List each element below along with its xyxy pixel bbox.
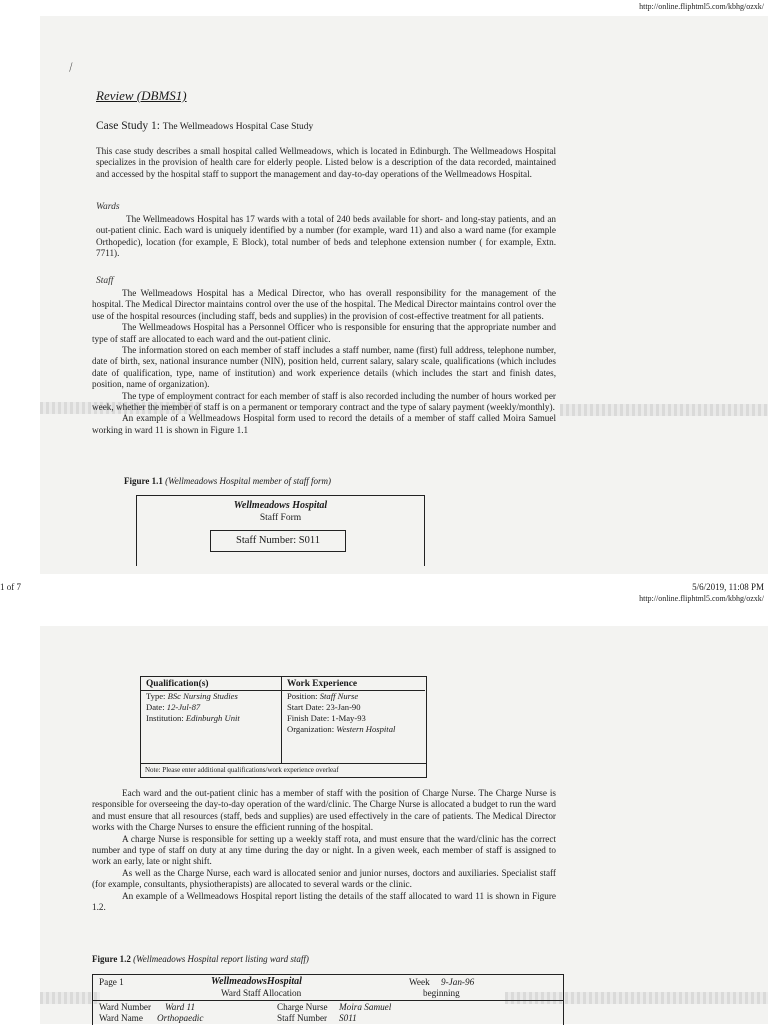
staff-number: S011 <box>339 1013 357 1023</box>
staff-paragraphs: The Wellmeadows Hospital has a Medical Director, who has overall responsibility for the management of the hospital. The Medical Director maintains control over the use of the hospital. The Medical Director maintains control over the use of the hospital resources (including staff, beds and supplies) in the provision of cost-effective treatment for all patients. The Wellmeadows Hospital has a Personnel Officer who is responsible for ensuring that the appropriate number and type of staff are allocated to each ward and the out-patient clinic. The information stored on each member of staff includes a staff number, name (first) full address, telephone number, date of birth, sex, national insurance number (NIN), position held, current salary, salary scale, qualifications (which includes date of qualification, type, name of institution) and work experience details (which includes the start and finish dates, position, name of organization). The type of employment contract for each member of staff is also recorded including the number of hours worked per week, whether the member of staff is on a permanent or temporary contract and the type of salary payment (weekly/monthly). An example of a Wellmeadows Hospital form used to record the details of a member of staff called Moira Samuel working in ward 11 is shown in Figure 1.1 <box>92 288 556 435</box>
scan-artifact <box>40 992 100 1004</box>
review-title: Review (DBMS1) <box>96 88 187 103</box>
figure-2-caption: Figure 1.2 (Wellmeadows Hospital report listing ward staff) <box>92 954 309 964</box>
staff-heading: Staff <box>96 276 114 286</box>
page-count: 1 of 7 <box>0 582 21 592</box>
ward-number: Ward 11 <box>165 1002 196 1012</box>
pen-mark: ⁄ <box>67 60 75 74</box>
figure-1-caption: Figure 1.1 (Wellmeadows Hospital member of staff form) <box>124 476 332 486</box>
table-note: Note: Please enter additional qualifications/work experience overleaf <box>141 763 426 776</box>
ward-staff-report: Page 1 WellmeadowsHospital Ward Staff Allocation Week 9-Jan-96 beginning Ward Number Ward 11 Ward Name Orthopaedic Charge Nurse Moira Samuel Staff Number S011 <box>92 974 564 1025</box>
form-name: Staff Form <box>259 513 302 523</box>
page-url-2: http://online.fliphtml5.com/kbhg/ozxk/ <box>639 594 764 603</box>
ward-name: Orthopaedic <box>157 1013 204 1023</box>
report-week: 9-Jan-96 <box>441 977 475 987</box>
staff-number-box: Staff Number: S011 <box>210 530 346 552</box>
wards-paragraph: The Wellmeadows Hospital has 17 wards with a total of 240 beds available for short- and long-stay patients, and an out-patient clinic. Each ward is uniquely identified by a number (for example, ward 11) and also a ward name (for example Orthopedic), location (for example, E Block), total number of beds and telephone extension number ( for example, Extn. 7711). <box>96 214 556 259</box>
report-hospital: WellmeadowsHospital <box>211 976 302 987</box>
work-experience-column: Work Experience Position: Staff Nurse Start Date: 23-Jan-90 Finish Date: 1-May-93 Organization: Western Hospital <box>282 677 425 763</box>
scan-artifact <box>560 404 768 416</box>
report-title: Ward Staff Allocation <box>221 988 302 998</box>
intro-paragraph: This case study describes a small hospital called Wellmeadows, which is located in Edinburgh. The Wellmeadows Hospital specializes in the provision of health care for elderly people. Listed below is a description of the data recorded, maintained and accessed by the hospital staff to support the management and day-to-day operations of the Wellmeadows Hospital. <box>96 146 556 179</box>
page-url: http://online.fliphtml5.com/kbhg/ozxk/ <box>639 2 764 11</box>
form-hospital-name: Wellmeadows Hospital <box>233 500 328 511</box>
qualification-work-table <box>140 676 427 778</box>
wards-heading: Wards <box>96 202 120 212</box>
staff-form <box>136 495 425 566</box>
print-datetime: 5/6/2019, 11:08 PM <box>692 582 764 592</box>
charge-nurse: Moira Samuel <box>339 1002 392 1012</box>
report-page: Page 1 <box>99 977 124 987</box>
page2-paragraphs: Each ward and the out-patient clinic has a member of staff with the position of Charge Nurse. The Charge Nurse is responsible for overseeing the day-to-day operation of the ward/clinic. The Charge Nurse is allocated a budget to run the ward and must ensure that all resources (staff, beds and supplies) are used effectively in the care of patients. The Medical Director works with the Charge Nurses to ensure the efficient running of the hospital. A charge Nurse is responsible for setting up a weekly staff rota, and must ensure that the ward/clinic has the correct number and type of staff on duty at any time during the day or night. In a given week, each member of staff is assigned to work an early, late or night shift. As well as the Charge Nurse, each ward is allocated senior and junior nurses, doctors and auxiliaries. Specialist staff (for example, consultants, physiotherapists) are allocated to several wards or the clinic. An example of a Wellmeadows Hospital report listing the details of the staff allocated to ward 11 is shown in Figure 1.2. <box>92 788 556 913</box>
case-study-title: Case Study 1: The Wellmeadows Hospital Case Study <box>96 120 314 132</box>
qualifications-column: Qualification(s) Type: BSc Nursing Studies Date: 12-Jul-87 Institution: Edinburgh Unit <box>141 677 282 763</box>
